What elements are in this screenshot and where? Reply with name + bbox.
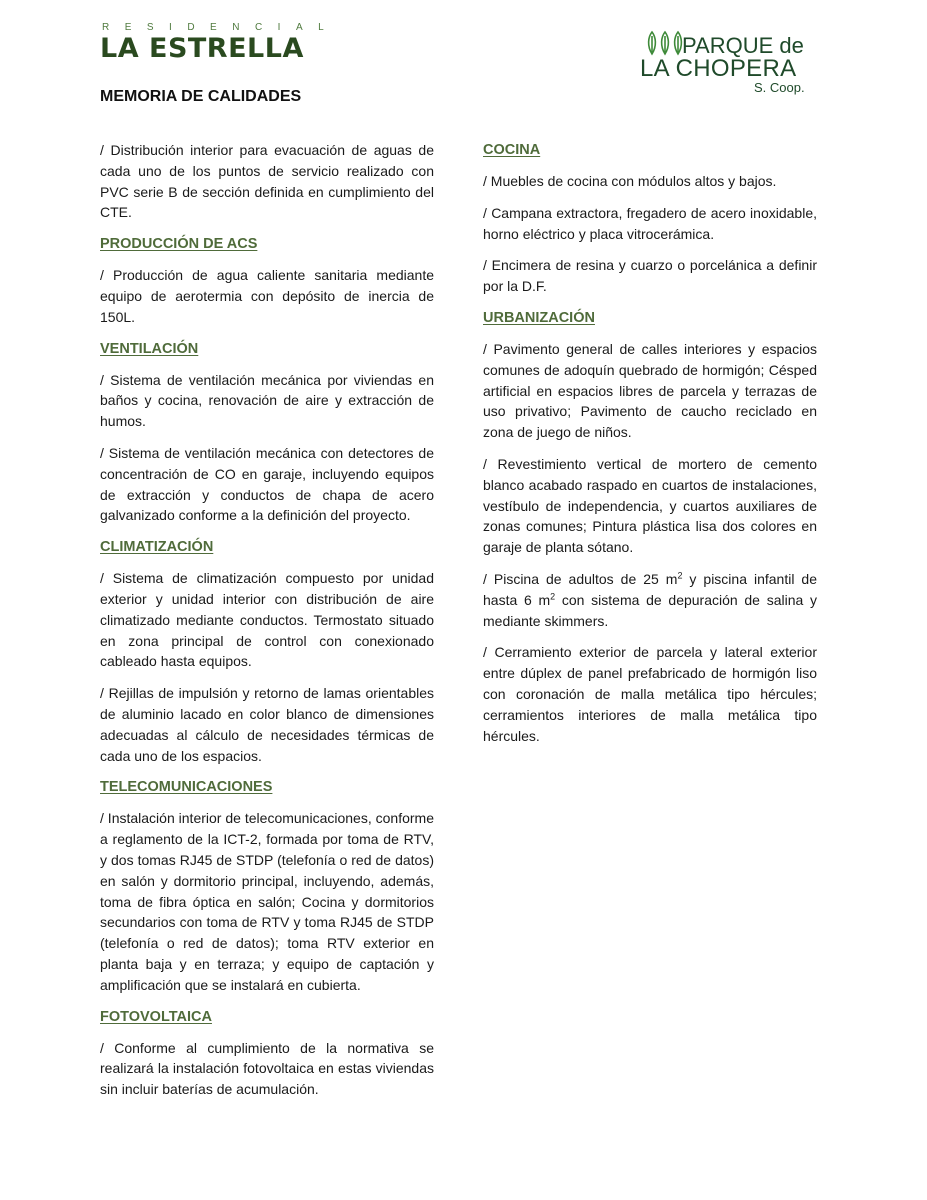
paragraph: / Rejillas de impulsión y retorno de lamas orientables de aluminio lacado en color blanco de dimensiones adecuadas al cálculo de necesidades térmicas de cada uno de los espacios. [100,685,434,764]
section-heading-telecomunicaciones: TELECOMUNICACIONES [100,779,273,796]
paragraph: / Sistema de climatización compuesto por unidad exterior y unidad interior con distribución de aire climatizado mediante conductos. Termostato situado en zona principal de control con conexionado cableado hasta equipos. [100,570,434,670]
text-segment: con sistema de depuración de salina y mediante skimmers. [483,591,817,629]
paragraph: / Instalación interior de telecomunicaciones, conforme a reglamento de la ICT-2, formada por toma de RTV, y dos tomas RJ45 de STDP (telefonía o red de datos) en salón y dormitorio principal, incluyendo, además, toma de fibra óptica en salón; Cocina y dormitorios secundarios con toma de RTV y toma RJ45 de STDP (telefonía o red de datos); toma RTV exterior en planta baja y en terraza; y equipo de captación y amplificación que se instalará en cubierta. [100,810,434,993]
brand-logo-la-estrella [100,22,340,64]
text-segment: y piscina infantil de hasta 6 m [483,570,817,608]
superscript: 2 [550,591,556,602]
brand-right-line2: LA CHOPERA [640,55,797,82]
paragraph: / Sistema de ventilación mecánica por viviendas en baños y cocina, renovación de aire y extracción de humos. [100,371,434,430]
section-heading-fotovoltaica: FOTOVOLTAICA [100,1008,212,1025]
text-segment: / Piscina de adultos de 25 m [483,570,678,587]
paragraph: / Cerramiento exterior de parcela y lateral exterior entre dúplex de panel prefabricado de hormigón liso con coronación de malla metálica tipo hércules; cerramientos interiores de malla metálica tipo hércules. [483,644,817,744]
left-column [100,140,434,1111]
document-title: MEMORIA DE CALIDADES [100,88,302,105]
brand-right-line1: PARQUE de [682,33,804,58]
brand-title: LA ESTRELLA [100,33,304,64]
paragraph: / Producción de agua caliente sanitaria mediante equipo de aerotermia con depósito de inercia de 150L. [100,267,434,325]
brand-logo-parque-chopera [640,28,820,98]
paragraph: / Conforme al cumplimiento de la normativa se realizará la instalación fotovoltaica en estas viviendas sin incluir baterías de acumulación. [100,1039,434,1098]
right-column [483,140,817,757]
section-heading-climatizacion: CLIMATIZACIÓN [100,539,214,556]
paragraph: / Sistema de ventilación mecánica con detectores de concentración de CO en garaje, incluyendo equipos de extracción y conductos de chapa de acero galvanizado conforme a la definición del proyecto. [100,444,434,524]
paragraph: / Pavimento general de calles interiores y espacios comunes de adoquín quebrado de hormigón; Césped artificial en espacios libres de parcela y terrazas de uso privativo; Pavimento de caucho reciclado en zona de juego de niños. [483,340,817,441]
section-heading-ventilacion: VENTILACIÓN [100,340,199,357]
section-heading-urbanizacion: URBANIZACIÓN [483,309,595,326]
paragraph: / Campana extractora, fregadero de acero inoxidable, horno eléctrico y placa vitrocerámica. [483,204,817,242]
section-heading-cocina: COCINA [483,142,541,158]
brand-right-line3: S. Coop. [754,80,805,95]
paragraph: / Encimera de resina y cuarzo o porcelánica a definir por la D.F. [483,257,817,295]
paragraph: / Muebles de cocina con módulos altos y bajos. [483,173,777,189]
brand-subtitle: RESIDENCIAL [102,22,340,33]
paragraph: / Revestimiento vertical de mortero de cemento blanco acabado raspado en cuartos de instalaciones, vestíbulo de independencia, y cuartos auxiliares de zonas comunes; Pintura plástica lisa dos colores en garaje de planta sótano. [483,455,817,556]
paragraph-piscina [483,569,817,631]
leaves-icon [646,30,686,56]
paragraph: / Distribución interior para evacuación de aguas de cada uno de los puntos de servicio realizado con PVC serie B de sección definida en cumplimiento del CTE. [100,142,434,221]
section-heading-acs: PRODUCCIÓN DE ACS [100,236,258,253]
superscript: 2 [677,570,683,581]
